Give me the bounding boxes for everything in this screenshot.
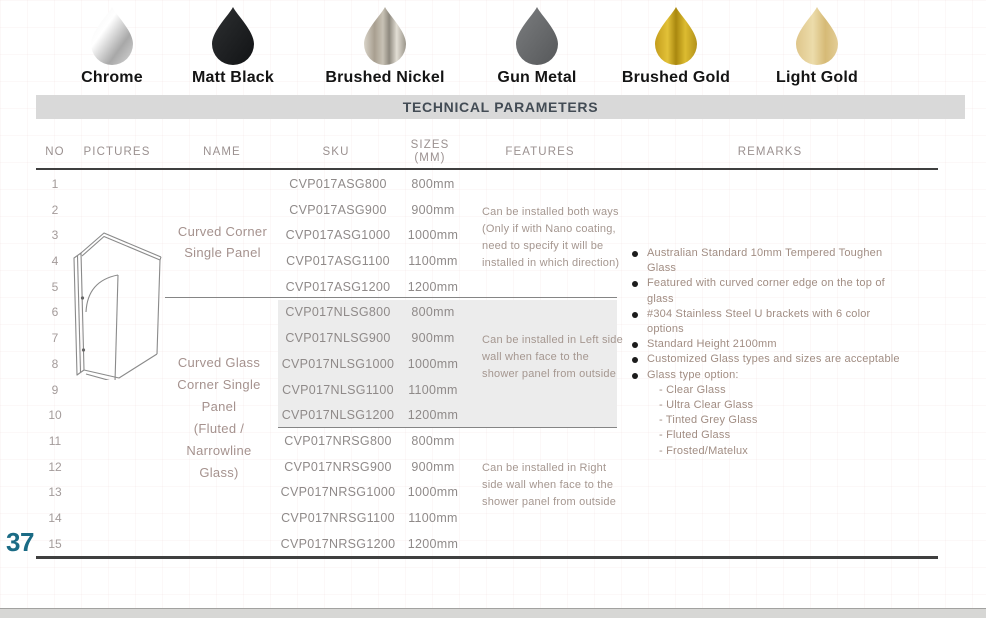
remark-item: Glass type option: bbox=[632, 368, 932, 383]
column-sizes bbox=[402, 172, 464, 557]
finish-label: Light Gold bbox=[776, 69, 858, 86]
row-no: 6 bbox=[51, 305, 59, 320]
row-sku: CVP017ASG1000 bbox=[285, 228, 391, 243]
row-size: 1000mm bbox=[407, 485, 459, 500]
remarks-list bbox=[632, 246, 932, 459]
row-sku: CVP017NLSG1100 bbox=[282, 382, 394, 397]
page-number: 37 bbox=[6, 527, 34, 557]
features-group2: Can be installed in Left side wall when face to the shower panel from outside bbox=[482, 334, 623, 380]
glass-type-option: - Fluted Glass bbox=[659, 429, 731, 442]
features-group1: Can be installed both ways (Only if with Nano coating, need to specify it will be installed in which direction) bbox=[482, 206, 620, 269]
row-no: 9 bbox=[51, 382, 59, 397]
section-title: TECHNICAL PARAMETERS bbox=[402, 99, 599, 115]
row-no: 5 bbox=[51, 279, 59, 294]
chrome-drop-icon bbox=[86, 5, 138, 65]
col-header-sku: SKU bbox=[322, 146, 350, 158]
product-name-group2: Curved Glass Corner Single Panel (Fluted / Narrowline Glass) bbox=[177, 355, 261, 480]
row-sku: CVP017ASG900 bbox=[289, 202, 387, 217]
row-sku: CVP017ASG1200 bbox=[285, 279, 391, 294]
features-group3: Can be installed in Right side wall when face to the shower panel from outside bbox=[482, 462, 617, 508]
bullet-icon bbox=[632, 342, 638, 348]
row-size: 900mm bbox=[411, 202, 455, 217]
row-size: 1200mm bbox=[407, 408, 459, 423]
row-sku: CVP017NLSG1000 bbox=[281, 356, 395, 371]
row-no: 14 bbox=[48, 510, 62, 525]
row-sku: CVP017ASG1100 bbox=[286, 254, 390, 269]
glass-type-option: - Clear Glass bbox=[659, 383, 726, 396]
row-no: 7 bbox=[51, 331, 59, 346]
glass-type-option: - Ultra Clear Glass bbox=[659, 399, 754, 412]
shower-panel-drawing bbox=[60, 212, 162, 380]
brushed-nickel-drop-icon bbox=[359, 5, 411, 65]
column-no bbox=[40, 172, 70, 557]
row-sku: CVP017NLSG1200 bbox=[281, 408, 395, 423]
remark-item: #304 Stainless Steel U brackets with 6 color options bbox=[632, 307, 932, 337]
remark-item: Customized Glass types and sizes are acceptable bbox=[632, 352, 932, 367]
section-title-bar bbox=[36, 95, 965, 119]
row-size: 1000mm bbox=[407, 228, 459, 243]
row-sku: CVP017NLSG800 bbox=[285, 305, 391, 320]
bullet-icon bbox=[632, 373, 638, 379]
row-no: 10 bbox=[48, 408, 62, 423]
light-gold-drop-icon bbox=[791, 5, 843, 65]
row-size: 800mm bbox=[411, 433, 455, 448]
finish-label: Gun Metal bbox=[497, 69, 577, 86]
remark-item: Standard Height 2100mm bbox=[632, 337, 932, 352]
remark-item: Featured with curved corner edge on the top of glass bbox=[632, 276, 932, 306]
col-header-no: NO bbox=[45, 146, 65, 158]
table-bottom-rule bbox=[36, 556, 938, 559]
row-no: 4 bbox=[51, 254, 59, 269]
finish-matt-black bbox=[148, 5, 318, 87]
finish-label: Brushed Nickel bbox=[325, 69, 445, 86]
gun-metal-drop-icon bbox=[511, 5, 563, 65]
row-sku: CVP017NRSG800 bbox=[284, 433, 392, 448]
col-header-pictures: PICTURES bbox=[83, 146, 151, 158]
row-size: 1000mm bbox=[407, 356, 459, 371]
row-size: 800mm bbox=[411, 177, 455, 191]
row-sku: CVP017NLSG900 bbox=[285, 331, 391, 346]
header-underline bbox=[36, 168, 938, 170]
row-size: 1100mm bbox=[408, 382, 458, 397]
finish-label: Chrome bbox=[81, 69, 143, 86]
row-no: 13 bbox=[48, 485, 62, 500]
row-size: 1200mm bbox=[407, 536, 459, 551]
row-size: 900mm bbox=[411, 459, 455, 474]
row-size: 800mm bbox=[411, 305, 455, 320]
finish-label: Matt Black bbox=[191, 69, 275, 86]
finish-brushed-nickel bbox=[300, 5, 470, 87]
col-header-features: FEATURES bbox=[505, 146, 575, 158]
bullet-icon bbox=[632, 251, 638, 257]
bullet-icon bbox=[632, 312, 638, 318]
glass-type-option: - Frosted/Matelux bbox=[659, 444, 748, 457]
glass-type-options bbox=[659, 383, 932, 459]
product-name-group1: Curved Corner Single Panel bbox=[177, 224, 268, 260]
col-header-sizes: SIZES (MM) bbox=[410, 139, 450, 164]
row-no: 8 bbox=[51, 356, 59, 371]
bullet-icon bbox=[632, 357, 638, 363]
row-sku: CVP017NRSG1100 bbox=[281, 510, 395, 525]
row-sku: CVP017NRSG1000 bbox=[280, 485, 396, 500]
row-size: 1200mm bbox=[407, 279, 459, 294]
row-no: 15 bbox=[48, 536, 62, 551]
row-sku: CVP017NRSG900 bbox=[284, 459, 392, 474]
row-no: 3 bbox=[51, 228, 59, 243]
row-sku: CVP017NRSG1200 bbox=[280, 536, 396, 551]
row-size: 1100mm bbox=[408, 510, 458, 525]
row-no: 1 bbox=[51, 177, 59, 191]
glass-type-option: - Tinted Grey Glass bbox=[659, 414, 758, 427]
bottom-edge-bar bbox=[0, 608, 986, 618]
bullet-icon bbox=[632, 281, 638, 287]
row-sku: CVP017ASG800 bbox=[289, 177, 387, 191]
row-no: 2 bbox=[51, 202, 59, 217]
row-no: 12 bbox=[48, 459, 62, 474]
column-sku bbox=[268, 172, 408, 557]
row-size: 900mm bbox=[411, 331, 455, 346]
row-no: 11 bbox=[48, 433, 62, 448]
finish-light-gold bbox=[732, 5, 902, 87]
matt-black-drop-icon bbox=[207, 5, 259, 65]
col-header-name: NAME bbox=[203, 146, 241, 158]
brushed-gold-drop-icon bbox=[650, 5, 702, 65]
remark-item: Australian Standard 10mm Tempered Toughen Glass bbox=[632, 246, 932, 276]
col-header-remarks: REMARKS bbox=[737, 146, 803, 158]
finish-label: Brushed Gold bbox=[621, 69, 731, 86]
row-size: 1100mm bbox=[408, 254, 458, 269]
